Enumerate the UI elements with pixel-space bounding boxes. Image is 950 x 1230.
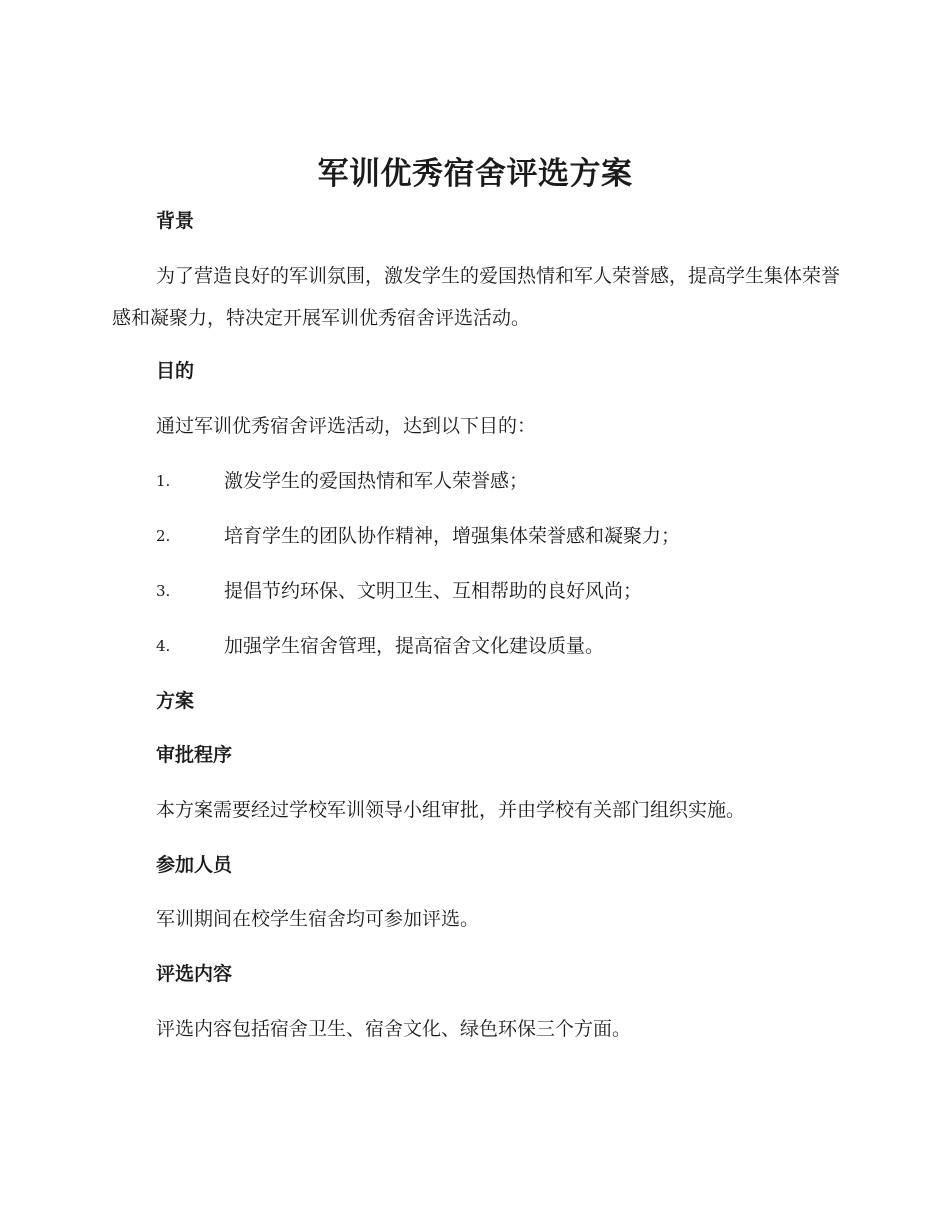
list-item-text: 激发学生的爱国热情和军人荣誉感； bbox=[224, 470, 529, 492]
list-item-number: 2. bbox=[156, 527, 171, 545]
heading-approval: 审批程序 bbox=[156, 744, 233, 766]
paragraph-purpose-intro: 通过军训优秀宿舍评选活动，达到以下目的： bbox=[156, 415, 537, 437]
paragraph-approval: 本方案需要经过学校军训领导小组审批，并由学校有关部门组织实施。 bbox=[156, 799, 746, 821]
paragraph-background: 为了营造良好的军训氛围，激发学生的爱国热情和军人荣誉感，提高学生集体荣誉感和凝聚力，特决定开展军训优秀宿舍评选活动。 bbox=[112, 265, 841, 329]
list-item bbox=[156, 576, 642, 606]
paragraph-participants: 军训期间在校学生宿舍均可参加评选。 bbox=[156, 908, 480, 930]
list-item-number: 3. bbox=[156, 582, 171, 600]
list-item bbox=[156, 521, 680, 551]
list-item bbox=[156, 466, 528, 496]
heading-plan: 方案 bbox=[156, 690, 195, 712]
heading-background: 背景 bbox=[156, 210, 195, 232]
list-item-text: 培育学生的团队协作精神，增强集体荣誉感和凝聚力； bbox=[224, 525, 681, 547]
document-title: 军训优秀宿舍评选方案 bbox=[317, 156, 633, 192]
list-item-number: 1. bbox=[156, 472, 171, 490]
paragraph-content: 评选内容包括宿舍卫生、宿舍文化、绿色环保三个方面。 bbox=[156, 1018, 632, 1040]
list-item-text: 加强学生宿舍管理，提高宿舍文化建设质量。 bbox=[224, 635, 605, 657]
list-item-text: 提倡节约环保、文明卫生、互相帮助的良好风尚； bbox=[224, 580, 643, 602]
heading-participants: 参加人员 bbox=[156, 854, 233, 876]
heading-purpose: 目的 bbox=[156, 360, 195, 382]
list-item bbox=[156, 631, 604, 661]
heading-content: 评选内容 bbox=[156, 963, 233, 985]
list-item-number: 4. bbox=[156, 637, 171, 655]
